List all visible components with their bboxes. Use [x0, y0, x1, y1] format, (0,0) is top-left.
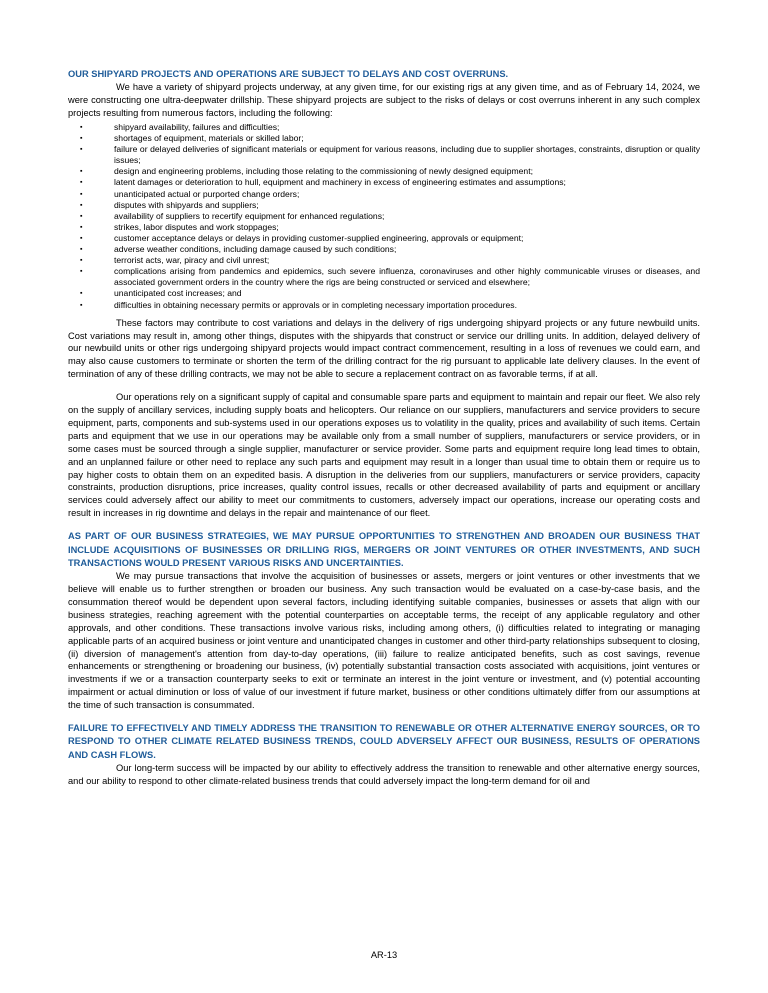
list-item: ▪ disputes with shipyards and suppliers; [80, 199, 259, 210]
bullet-icon: ▪ [80, 268, 83, 276]
list-item: ▪ unanticipated cost increases; and [80, 288, 242, 299]
section-heading-energy-transition: FAILURE TO EFFECTIVELY AND TIMELY ADDRESS THE TRANSITION TO RENEWABLE OR OTHER ALTERNATIVE ENERGY SOURCES, OR TO RESPOND TO OTHER CLIMATE RELATED BUSINESS TRENDS, COULD ADVERSELY AFFECT OUR BUSINESS, RESULTS OF OPERATIONS AND CASH FLOWS. [68, 723, 700, 760]
bullet-icon: ▪ [80, 179, 83, 187]
bullet-icon: ▪ [80, 301, 83, 309]
bullet-icon: ▪ [80, 124, 83, 132]
bullet-icon: ▪ [80, 223, 83, 231]
risk-factor-list [68, 122, 700, 311]
list-item: ▪ difficulties in obtaining necessary permits or approvals or in completing necessary importation procedures. [80, 299, 517, 310]
bullet-icon: ▪ [80, 201, 83, 209]
section-heading-acquisitions: AS PART OF OUR BUSINESS STRATEGIES, WE MAY PURSUE OPPORTUNITIES TO STRENGTHEN AND BROADEN OUR BUSINESS THAT INCLUDE ACQUISITIONS OF BUSINESSES OR DRILLING RIGS, MERGERS OR JOINT VENTURES OR OTHER INVESTMENTS, AND SUCH TRANSACTIONS WOULD PRESENT VARIOUS RISKS AND UNCERTAINTIES. [68, 531, 700, 568]
bullet-icon: ▪ [80, 168, 83, 176]
list-item: ▪ design and engineering problems, including those relating to the commissioning of newly designed equipment; [80, 166, 533, 177]
bullet-icon: ▪ [80, 290, 83, 298]
list-item: ▪ strikes, labor disputes and work stoppages; [80, 221, 279, 232]
bullet-icon: ▪ [80, 234, 83, 242]
bullet-icon: ▪ [80, 135, 83, 143]
list-item: ▪ adverse weather conditions, including damage caused by such conditions; [80, 244, 397, 255]
body-paragraph: Our long-term success will be impacted by our ability to effectively address the transition to renewable and other alternative energy sources, and our ability to respond to other climate-related business trends that could adversely impact the long-term demand for oil and [68, 762, 700, 786]
section-intro-paragraph: We have a variety of shipyard projects underway, at any given time, for our existing rigs at any given time, and as of February 14, 2024, we were constructing one ultra-deepwater drillship. These shipyard projects are subject to the risks of delays or cost overruns inherent in any such complex projects resulting from numerous factors, including the following: [68, 82, 700, 119]
list-item: ▪ failure or delayed deliveries of significant materials or equipment for various reasons, including due to supplier shortages, constraints, disruption or quality issues; [80, 144, 700, 166]
list-item: ▪ latent damages or deterioration to hull, equipment and machinery in excess of engineering estimates and assumptions; [80, 177, 566, 188]
page-content [68, 68, 700, 790]
bullet-icon: ▪ [80, 257, 83, 265]
page-number: AR-13 [370, 950, 398, 960]
body-paragraph: Our operations rely on a significant supply of capital and consumable spare parts and equipment to maintain and repair our fleet. We also rely on the supply of ancillary services, including supply boats and helicopters. Our reliance on our suppliers, manufacturers and service providers to secure equipment, parts, components and sub-systems used in our operations exposes us to volatility in the quality, prices and availability of such items. Certain parts and equipment that we use in our operations may be available only from a small number of suppliers, manufacturers or service providers, or in some cases must be sourced through a single supplier, manufacturer or service provider. Some parts and equipment require long lead times to obtain, and an unplanned failure or other need to replace any such parts and equipment may result in a longer than usual time to obtain them or require us to pay higher costs to obtain them on an expedited basis. A disruption in the deliveries from our suppliers, manufacturers or service providers, capacity constraints, production disruptions, price increases, quality control issues, recalls or other decreased availability of parts and equipment or ancillary services could adversely affect our ability to meet our commitments to customers, adversely impact our operations, increase our operating costs and result in increases in rig downtime and delays in the repair and maintenance of our fleet. [68, 392, 700, 519]
list-item: ▪ complications arising from pandemics and epidemics, such severe influenza, coronaviruses and other highly communicable viruses or diseases, and associated government orders in the country where the rigs are being constructed or serviced and elsewhere; [80, 266, 700, 288]
list-item: ▪ customer acceptance delays or delays in providing customer-supplied engineering, approvals or equipment; [80, 232, 524, 243]
list-item: ▪ unanticipated actual or purported change orders; [80, 188, 300, 199]
bullet-icon: ▪ [80, 146, 83, 154]
bullet-icon: ▪ [80, 190, 83, 198]
section-heading-shipyard: OUR SHIPYARD PROJECTS AND OPERATIONS ARE SUBJECT TO DELAYS AND COST OVERRUNS. [68, 69, 509, 79]
list-item: ▪ terrorist acts, war, piracy and civil unrest; [80, 255, 270, 266]
list-item: ▪ availability of suppliers to recertify equipment for enhanced regulations; [80, 210, 385, 221]
body-paragraph: These factors may contribute to cost variations and delays in the delivery of rigs undergoing shipyard projects or any future newbuild units. Cost variations may result in, among other things, disputes with the shipyards that construct or service our drilling units. In addition, delayed delivery of our newbuild units or other rigs undergoing shipyard projects would impact contract commencement, resulting in a loss of revenues we could earn, and may also cause customers to terminate or shorten the term of the drilling contract for the rig pursuant to applicable late delivery clauses. In the event of termination of any of these drilling contracts, we may not be able to secure a replacement contract on as favorable terms, if at all. [68, 317, 700, 380]
bullet-icon: ▪ [80, 212, 83, 220]
bullet-icon: ▪ [80, 246, 83, 254]
list-item: ▪ shipyard availability, failures and difficulties; [80, 122, 280, 133]
list-item: ▪ shortages of equipment, materials or skilled labor; [80, 133, 304, 144]
body-paragraph: We may pursue transactions that involve the acquisition of businesses or assets, mergers or joint ventures or other investments that we believe will enable us to further strengthen or broaden our business. Any such transaction would be evaluated on a case-by-case basis, and the consummation thereof would be dependent upon several factors, including identifying suitable companies, businesses or assets that align with our business strategies, reaching agreement with the potential counterparties on acceptable terms, the receipt of any applicable regulatory and other approvals, and other conditions. These transactions involve various risks, including among others, (i) difficulties related to integrating or managing applicable parts of an acquired business or joint venture and unanticipated changes in customer and other third-party relationships subsequent to closing, (ii) diversion of management's attention from day-to-day operations, (iii) failure to realize anticipated benefits, such as cost savings, revenue enhancements or strengthening or broadening our business, (iv) potentially substantial transaction costs associated with acquisitions, joint ventures or investments if we or a transaction counterparty seeks to exit or terminate an interest in the joint venture or investment, and (v) potential accounting impairment or actual diminution or loss of value of our investment if future market, business or other conditions ultimately differ from our assumptions at the time of such transaction is consummated. [68, 571, 700, 711]
